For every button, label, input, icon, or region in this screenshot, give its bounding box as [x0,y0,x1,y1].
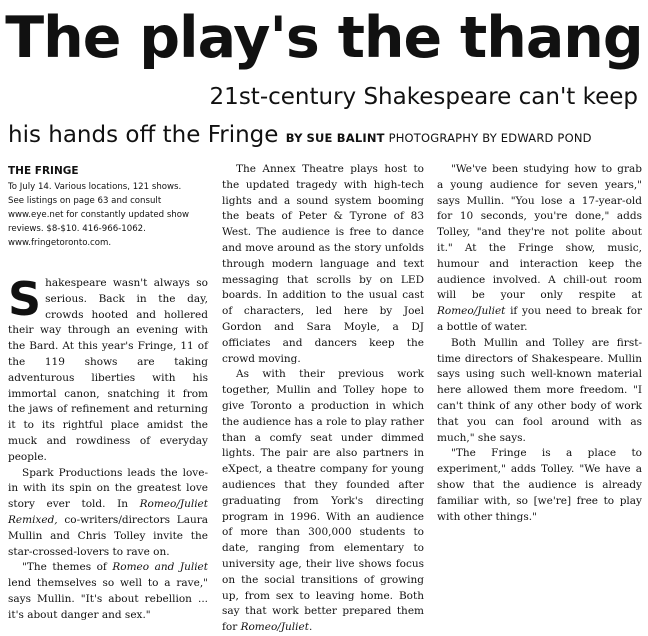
deck-line-2: his hands off the Fringe [8,122,279,148]
play-title: Romeo and Juliet [112,561,208,574]
article-paragraph-2 [8,466,208,561]
article-paragraph-4: The Annex Theatre plays host to the updated tragedy with high-tech lights and a sound system booming the beats of Peter & Tyrone of 83 West. The audience is free to dance and move around as the story unfolds through modern language and text messaging that scrolls by on LED boards. In addition to the usual cast of characters, led here by Joel Gordon and Sara Moyle, a DJ officiates and dancers keep the crowd moving. [222,163,424,365]
byline [286,131,592,145]
play-title: Romeo/Juliet. [240,621,313,634]
info-box [8,163,208,250]
column-1 [8,163,208,624]
info-box-title: THE FRINGE [8,165,79,177]
info-box-line: See listings on page 63 and consult [8,196,162,206]
paragraph-text: lend themselves so well to a rave," says Mullin. "It's about rebellion ... it's about danger and sex." [8,577,208,621]
column-3 [437,162,642,525]
byline-author: SUE BALINT [306,131,385,145]
article-paragraph-6 [437,162,642,336]
deck-line-2-with-byline [8,122,592,148]
deck-line-1: 21st-century Shakespeare can't keep [209,84,638,110]
byline-by-prefix: BY [285,131,303,145]
play-title: Romeo/Juliet [437,305,506,318]
article-paragraph-5 [222,367,424,636]
byline-photographer: EDWARD POND [500,131,592,145]
info-box-line: www.fringetoronto.com. [8,238,112,248]
info-box-line: To July 14. Various locations, 121 shows. [8,182,182,192]
paragraph-text: Spark Productions leads the love-in with its spin on the greatest love story ever told. In [8,466,208,511]
article-paragraph-1 [8,272,208,466]
byline-photo-prefix: PHOTOGRAPHY BY [388,131,497,145]
column-2 [222,162,424,636]
article-paragraph-7: Both Mullin and Tolley are first-time directors of Shakespeare. Mullin says using such well-known material here allowed them more freedom. "I can't think of any other body of work that you can fool around with as much," she says. [437,336,642,444]
paragraph-text: "The themes of [22,561,113,574]
headline: The play's the thang [5,5,643,71]
paragraph-text: if you need to break for a bottle of water. [437,305,642,333]
info-box-line: reviews. $8-$10. 416-966-1062. [8,224,146,234]
paragraph-text: co-writers/directors Laura Mullin and Chris Tolley invite the star-crossed-lovers to rave on. [8,513,208,558]
paragraph-text: As with their previous work together, Mullin and Tolley hope to give Toronto a production in which the audience has a role to play rather than a comfy seat under dimmed lights. The pair are also partners in eXpect, a theatre company for young audiences that they founded after graduating from York's directing program in 1996. With an audience of more than 300,000 students to date, ranging from elementary to university age, their live shows focus on the social transitions of growing up, from sex to leaving home. Both say that work better prepared them for [222,368,424,634]
info-box-line: www.eye.net for constantly updated show [8,210,190,220]
article-paragraph-3 [8,560,208,623]
drop-cap: S [8,272,42,326]
article-paragraph-8: "The Fringe is a place to experiment," adds Tolley. "We have a show that the audience is already familiar with, so [we're] free to play with other things." [437,447,642,523]
paragraph-text: "We've been studying how to grab a young audience for seven years," says Mullin. "You lose a 17-year-old for 10 seconds, you're done," adds Tolley, "and they're not polite about it." At the Fringe show, music, humour and interaction keep the audience involved. A chill-out room will be your only respite at [437,163,642,302]
paragraph-text: hakespeare wasn't always so serious. Back in the day, crowds hooted and hollered their way through an evening with the Bard. At this year's Fringe, 11 of the 119 shows are taking adventurous liberties with his immortal canon, snatching it from the jaws of refinement and returning it to its rightful place amidst the muck and rowdiness of everyday people. [8,277,208,463]
play-title: Romeo/Juliet Remixed, [8,498,208,526]
